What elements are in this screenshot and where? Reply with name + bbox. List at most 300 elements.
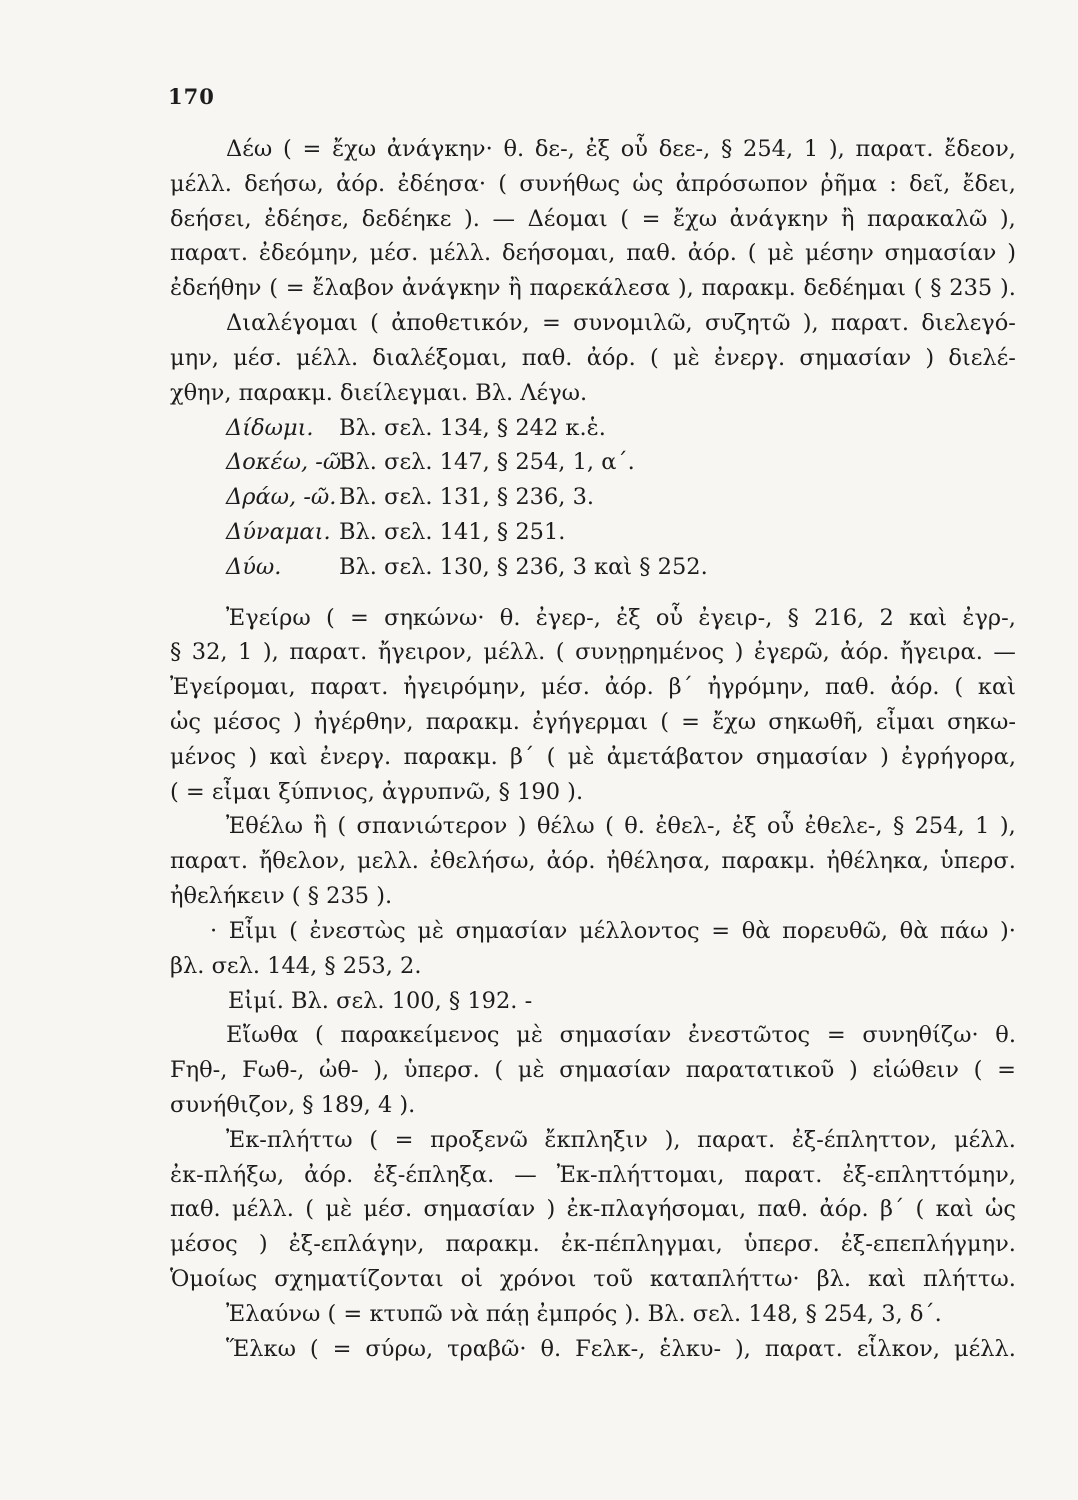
word: παρακμ. — [445, 1231, 540, 1258]
word: μην, — [170, 344, 219, 371]
word: β΄ — [879, 1196, 905, 1223]
word: ( — [305, 1196, 315, 1223]
word: διελεγό- — [921, 310, 1016, 337]
word: Εἴωθα — [226, 1022, 299, 1049]
word: μέσην — [804, 240, 874, 267]
word: πλήττω. — [922, 1266, 1016, 1292]
word: Ϝηθ-, — [170, 1057, 228, 1084]
word: ἐξ — [585, 136, 611, 162]
word: θ. — [499, 604, 521, 631]
word: = — [285, 275, 305, 302]
word: ἐκ-πλαγήσομαι, — [566, 1196, 747, 1223]
word: ( — [954, 674, 964, 701]
word: ἐγειρ-, — [698, 604, 773, 631]
word: ἀόρ. — [586, 344, 636, 371]
word: συζητῶ — [704, 310, 791, 337]
word: σηκωθῆ, — [768, 709, 864, 735]
word: 254, — [743, 136, 794, 162]
word: παρατ. — [289, 639, 368, 666]
word: δεήσω, — [244, 170, 324, 197]
word: μέλλ. — [170, 170, 232, 197]
word: συνήθως — [519, 170, 621, 197]
word: χρόνοι — [499, 1266, 577, 1292]
word: ἑλκυ- — [659, 1335, 722, 1362]
word: παθ. — [170, 1196, 221, 1223]
word: ἀόρ. — [687, 240, 737, 267]
word: ( — [325, 604, 335, 631]
word: ὡς — [985, 1196, 1016, 1223]
word: μέλλ. — [953, 1126, 1016, 1153]
word: ἀνάγκην — [729, 205, 829, 232]
word: ἐκ-πέπληγμαι, — [560, 1231, 723, 1258]
word: ἤγειρον, — [377, 639, 473, 666]
line-l02 — [170, 167, 1016, 202]
word: παρεκάλεσα — [529, 275, 671, 302]
word: παρατ. — [764, 1335, 843, 1362]
word: ὠθ- — [319, 1057, 359, 1084]
word: ἀμετάβατον — [606, 743, 744, 770]
word: ( — [660, 709, 669, 735]
line-l06 — [170, 306, 1016, 341]
word: 254, — [914, 813, 965, 840]
line-l30 — [170, 1158, 1016, 1193]
word: ἀόρ. — [336, 170, 386, 197]
line-l18 — [170, 740, 1016, 775]
word: παθ. — [757, 1196, 809, 1223]
word: — — [993, 639, 1016, 666]
word: ἠγρόμην, — [707, 674, 811, 701]
word: ), — [677, 275, 694, 302]
word: = — [332, 1335, 352, 1362]
word: ἠθέλησα, — [606, 848, 711, 875]
word: ἐδέησα· — [397, 170, 486, 197]
word: παρατ. — [744, 1161, 823, 1188]
word: ( — [650, 344, 659, 371]
word: · — [210, 917, 218, 944]
word: ( — [555, 639, 565, 666]
word: ἢ — [840, 205, 855, 232]
word: ἐδεήθην — [170, 275, 262, 302]
word: οὗ — [766, 813, 795, 840]
entry-dyo — [170, 550, 1016, 585]
word: ἐκ-πλήξω, — [170, 1161, 285, 1188]
entry-drao — [170, 480, 1016, 515]
word: ), — [999, 813, 1016, 840]
word: ), — [664, 1126, 681, 1153]
word: Ϝωθ-, — [242, 1057, 305, 1084]
word: )· — [1000, 917, 1016, 944]
word: μένος — [170, 743, 237, 770]
word: παρακμ. — [701, 275, 796, 302]
word: Ἐκ-πλήττω — [226, 1126, 353, 1153]
word: παρακείμενος — [340, 1022, 500, 1049]
word: δε-, — [534, 136, 575, 162]
word: ἔχω — [712, 709, 757, 735]
word: οἱ — [460, 1266, 483, 1292]
word: πάω — [940, 917, 989, 944]
page-number: 170 — [168, 84, 215, 109]
word: ), — [735, 1335, 751, 1362]
word: ) — [880, 743, 889, 770]
word: ἀνάγκην — [401, 275, 501, 302]
word: θ. — [995, 1022, 1016, 1049]
word: 235 — [949, 275, 993, 302]
word: = — [302, 136, 322, 162]
word: ἀόρ. — [546, 848, 596, 875]
word: παρατ. — [831, 310, 910, 337]
line-l28: συνήθιζον, § 189, 4 ). — [170, 1091, 416, 1118]
word: παρατ. — [697, 1126, 776, 1153]
word: ἤθελον, — [258, 848, 347, 875]
line-l03 — [170, 202, 1016, 237]
word: διελέ- — [948, 344, 1016, 371]
word: ἐδέησε, — [264, 205, 350, 232]
word: καὶ — [977, 674, 1016, 701]
word: σημασίαν — [884, 240, 997, 267]
line-l29 — [170, 1123, 1016, 1158]
word: ( — [915, 1196, 925, 1223]
word: ἔκπληξιν — [544, 1126, 648, 1153]
word: παρακμ. — [403, 743, 498, 770]
word: σημασίαν — [559, 1057, 671, 1084]
word: ( — [269, 275, 278, 302]
word: θ. — [503, 136, 525, 162]
word: ἔδει, — [962, 170, 1016, 197]
word: ), — [802, 310, 819, 337]
word: πορευθῶ, — [782, 917, 889, 944]
word: μέσ. — [369, 240, 419, 267]
word: — — [514, 1161, 537, 1188]
line-l19: ( = εἶμαι ξύπνιος, ἀγρυπνῶ, § 190 ). — [170, 778, 584, 805]
word: μέσ. — [363, 1196, 413, 1223]
word: βλ. — [816, 1266, 852, 1292]
reference: Βλ. σελ. 130, § 236, 3 καὶ § 252. — [339, 553, 708, 580]
line-l20 — [170, 809, 1016, 844]
word: μέλλ. — [429, 240, 492, 267]
line-l08: χθην, παρακμ. διείλεγμαι. Βλ. Λέγω. — [170, 379, 588, 406]
word: θέλω — [536, 813, 595, 840]
word: = — [826, 1022, 846, 1049]
word: ( — [605, 813, 614, 840]
word: ) — [293, 709, 302, 735]
word: ἐγερῶ, — [753, 639, 830, 666]
word: μὲ — [417, 917, 445, 944]
word: ) — [1007, 240, 1016, 267]
reference: Βλ. σελ. 134, § 242 κ.ἑ. — [339, 414, 606, 441]
word: ἤγειρα. — [899, 639, 983, 666]
word: σημασίαν — [423, 1196, 536, 1223]
word: ) — [734, 639, 744, 666]
word: συνηθίζω· — [862, 1022, 979, 1049]
word: ἐξ-επληττόμην, — [842, 1161, 1016, 1188]
word: σηκω- — [947, 709, 1016, 735]
word: ( — [282, 136, 292, 162]
word: μὲ — [767, 240, 795, 267]
word: ( — [546, 743, 556, 770]
word: μέσ. — [233, 344, 282, 371]
word: ( — [369, 1126, 379, 1153]
word: ἐνεργ. — [319, 743, 392, 770]
word: Δέω — [226, 136, 273, 162]
word: προξενῶ — [430, 1126, 528, 1153]
word: σύρω, — [365, 1335, 434, 1362]
word: : — [889, 170, 897, 197]
word: καὶ — [867, 1266, 907, 1292]
word: θὰ — [741, 917, 771, 944]
word: Ϝελκ-, — [575, 1335, 646, 1362]
word: Δέομαι — [527, 205, 608, 232]
word: δεήσει, — [170, 205, 252, 232]
word: Ἐγείρομαι, — [170, 674, 296, 701]
word: ) — [248, 743, 258, 770]
word: β΄ — [668, 674, 693, 701]
word: μέσος — [170, 1231, 238, 1258]
word: = — [997, 1057, 1016, 1084]
word: ( — [494, 1057, 504, 1084]
word: μὲ — [567, 743, 595, 770]
line-l27 — [170, 1053, 1016, 1088]
word: παρατ. — [170, 240, 249, 267]
word: σπανιώτερον — [356, 813, 508, 840]
word: ἐνεστὼς — [309, 917, 406, 944]
word: ἐγρ-, — [962, 604, 1016, 631]
line-l14 — [170, 601, 1016, 636]
word: ( — [315, 1022, 324, 1049]
dictionary-text — [170, 132, 1016, 1366]
entry-dokeo — [170, 445, 1016, 480]
word: ) — [546, 1196, 556, 1223]
headword: Δράω, -ῶ. — [226, 484, 337, 511]
word: παρατ. — [170, 848, 249, 875]
word: παρατατικοῦ — [685, 1057, 835, 1084]
word: ἐγήγερμαι — [532, 709, 649, 735]
word: συνῃρημένος — [575, 639, 725, 666]
word: ὑπερσ. — [743, 1231, 820, 1258]
word: δεῖ, — [909, 170, 951, 197]
word: μὲ — [517, 1057, 545, 1084]
word: σημασίαν — [559, 1022, 672, 1049]
word: ( — [747, 240, 757, 267]
line-l34: Ἐλαύνω ( = κτυπῶ νὰ πάῃ ἐμπρός ). Βλ. σελ. 148, § 254, 3, δ΄. — [226, 1300, 942, 1327]
entry-didomi — [170, 411, 1016, 446]
word: μέλλ. — [232, 1196, 294, 1223]
entry-dynamai — [170, 515, 1016, 550]
word: εἷλκον, — [856, 1335, 941, 1362]
word: 1 — [975, 813, 990, 840]
word: σχηματίζονται — [274, 1266, 444, 1292]
word: παθ. — [626, 240, 677, 267]
word: μέσος — [213, 709, 281, 735]
word: § — [892, 813, 905, 840]
line-l01 — [170, 132, 1016, 167]
word: ἢ — [508, 275, 522, 302]
word: Εἶμι — [228, 917, 278, 944]
word: ( — [498, 170, 508, 197]
word: ἐνεργ. — [713, 344, 786, 371]
line-l17 — [170, 705, 1016, 740]
line-l31 — [170, 1192, 1016, 1227]
word: σημασίαν — [455, 917, 568, 944]
word: ὑπερσ. — [940, 848, 1016, 875]
word: ὡς — [632, 170, 664, 197]
word: ἀόρ. — [604, 674, 654, 701]
word: ἠθέληκα, — [826, 848, 930, 875]
line-l23 — [170, 914, 1016, 949]
headword: Δίδωμι. — [226, 414, 314, 441]
word: μέλλ. — [483, 639, 546, 666]
word: μελλ. — [356, 848, 419, 875]
word: = — [394, 1126, 414, 1153]
word: σημασίαν — [799, 344, 912, 371]
line-l07 — [170, 341, 1016, 376]
word: § — [930, 275, 942, 302]
word: μὲ — [325, 1196, 353, 1223]
word: ἔλαβον — [312, 275, 395, 302]
word: 216, — [814, 604, 865, 631]
word: ( — [337, 813, 347, 840]
word: τραβῶ· — [447, 1335, 527, 1362]
word: ἐγρήγορα, — [901, 743, 1016, 770]
word: μέλλ. — [953, 1335, 1016, 1362]
word: ἐξ-επεπλήγμην. — [840, 1231, 1016, 1258]
word: ἀνάγκην· — [386, 136, 493, 162]
headword: Δοκέω, -ῶ. — [226, 449, 349, 476]
word: σημασίαν — [756, 743, 868, 770]
headword: Δύναμαι. — [226, 518, 331, 545]
word: ἀόρ. — [819, 1196, 869, 1223]
word: ῥῆμα — [820, 170, 877, 197]
word: δεήσομαι, — [501, 240, 616, 267]
line-l15 — [170, 635, 1016, 670]
word: εἶμαι — [875, 709, 935, 735]
word: ἐθελε-, — [804, 813, 883, 840]
word: ἐξ-έπληξα. — [373, 1161, 495, 1188]
line-l21 — [170, 844, 1016, 879]
word: θ. — [624, 813, 645, 840]
word: Ἐθέλω — [226, 813, 304, 840]
word: παρακμ. — [721, 848, 816, 875]
word: § — [787, 604, 799, 631]
word: ἀόρ. — [890, 674, 940, 701]
word: ). — [463, 205, 480, 232]
word: Ἐγείρω — [226, 604, 311, 631]
word: δεδέηκε — [361, 205, 452, 232]
word: παρατ. — [310, 674, 389, 701]
word: = — [711, 917, 731, 944]
word: μέλλ. — [296, 344, 359, 371]
word: καταπλήττω· — [649, 1266, 800, 1292]
word: ἐθελ-, — [655, 813, 722, 840]
word: σηκώνω· — [384, 604, 485, 631]
word: ( — [289, 917, 298, 944]
headword: Δύω. — [226, 553, 282, 580]
reference: Βλ. σελ. 147, § 254, 1, α΄. — [339, 449, 635, 476]
word: καὶ — [935, 1196, 974, 1223]
word: Διαλέγομαι — [226, 310, 358, 337]
word: ( — [370, 310, 379, 337]
word: 32, — [191, 639, 228, 666]
line-l16 — [170, 670, 1016, 705]
word: δεε-, — [658, 136, 711, 162]
line-l35 — [170, 1332, 1016, 1367]
word: ἠγέρθην, — [313, 709, 414, 735]
word: ἐδεόμην, — [258, 240, 359, 267]
word: ἠγειρόμην, — [403, 674, 527, 701]
word: ἀπρόσωπον — [675, 170, 809, 197]
word: μέσ. — [541, 674, 590, 701]
word: § — [721, 136, 733, 162]
word: παρατ. — [855, 136, 934, 162]
word: ἢ — [313, 813, 327, 840]
word: ) — [848, 1057, 858, 1084]
word: οὗ — [655, 604, 684, 631]
word: ἐξ-έπληττον, — [791, 1126, 938, 1153]
word: ) — [517, 813, 527, 840]
word: = — [641, 205, 661, 232]
line-l25: Εἰμί. Βλ. σελ. 100, § 192. - — [228, 987, 533, 1014]
word: ὑπερσ. — [403, 1057, 480, 1084]
line-l22: ἠθελήκειν ( § 235 ). — [170, 883, 393, 910]
word: = — [349, 604, 369, 631]
word: ἀόρ. — [304, 1161, 354, 1188]
word: 2 — [879, 604, 894, 631]
word: ἐξ — [732, 813, 757, 840]
word: ( — [913, 275, 923, 302]
word: ), — [828, 136, 845, 162]
line-l33 — [170, 1262, 1016, 1297]
word: ) — [258, 1231, 268, 1258]
line-l04 — [170, 236, 1016, 271]
word: ( — [620, 205, 630, 232]
word: διαλέξομαι, — [372, 344, 508, 371]
word: ἔδεον, — [944, 136, 1016, 162]
word: β΄ — [510, 743, 535, 770]
word: δεδέημαι — [803, 275, 907, 302]
word: συνομιλῶ, — [573, 310, 693, 337]
word: θὰ — [899, 917, 929, 944]
word: παρακαλῶ — [867, 205, 988, 232]
reference: Βλ. σελ. 141, § 251. — [339, 518, 566, 545]
word: ὡς — [170, 709, 201, 735]
word: ἐγερ-, — [535, 604, 601, 631]
word: — — [492, 205, 515, 232]
word: ), — [262, 639, 279, 666]
word: ἐξ-επλάγην, — [288, 1231, 425, 1258]
word: ), — [999, 205, 1016, 232]
line-l05 — [170, 271, 1016, 306]
line-l26 — [170, 1018, 1016, 1053]
word: καὶ — [269, 743, 308, 770]
line-l24: βλ. σελ. 144, § 253, 2. — [170, 952, 422, 979]
reference: Βλ. σελ. 131, § 236, 3. — [339, 484, 595, 511]
word: Ἕλκω — [226, 1335, 296, 1362]
word: μὲ — [516, 1022, 543, 1049]
word: ἔχω — [673, 205, 718, 232]
word: § — [170, 639, 182, 666]
word: 1 — [238, 639, 253, 666]
word: οὗ — [620, 136, 648, 162]
word: Ὁμοίως — [170, 1266, 258, 1292]
word: ἔχω — [332, 136, 377, 162]
word: 1 — [803, 136, 819, 162]
word: παρακμ. — [425, 709, 520, 735]
word: ἐθελήσω, — [429, 848, 536, 875]
word: παθ. — [825, 674, 876, 701]
word: Ἐκ-πλήττομαι, — [556, 1161, 725, 1188]
word: θ. — [540, 1335, 562, 1362]
word: ἀόρ. — [840, 639, 890, 666]
word: ( — [973, 1057, 983, 1084]
